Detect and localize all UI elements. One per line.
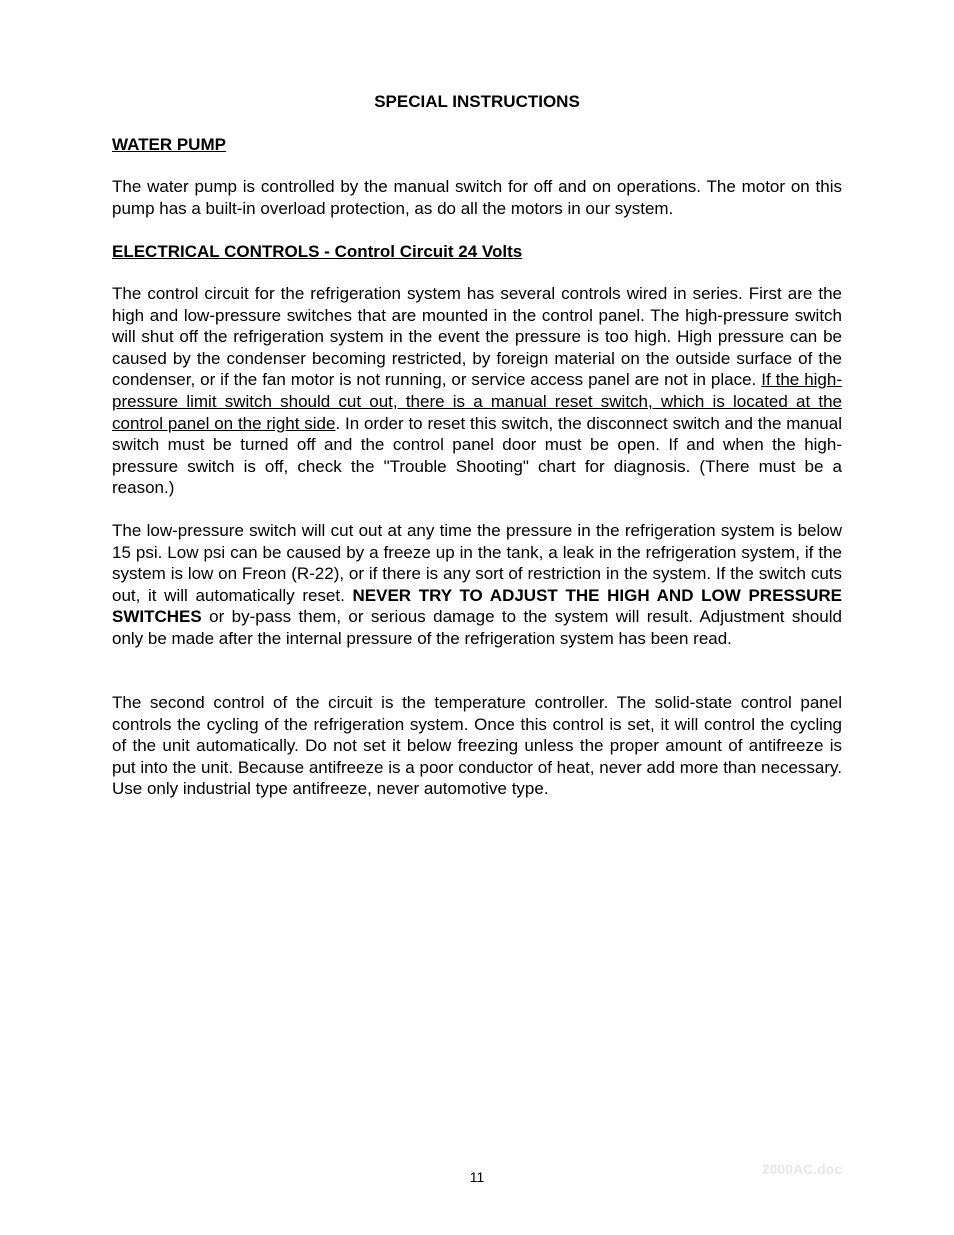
water-pump-paragraph: The water pump is controlled by the manual switch for off and on operations. The motor on this pump has a built-in overload protection, as do all the motors in our system.: [112, 177, 842, 218]
section-heading-electrical-controls: ELECTRICAL CONTROLS - Control Circuit 24 Volts: [112, 242, 523, 261]
document-filename: 2000AC.doc: [761, 1161, 842, 1177]
paragraph-text: . In order to reset this switch, the disconnect switch and the manual switch must be turned off and the control panel door must be open. If and when the high-pressure switch is off, check the "Trouble Shooting" chart for diagnosis. (There must be a reason.): [112, 413, 842, 498]
temperature-controller-paragraph: The second control of the circuit is the temperature controller. The solid-state control panel controls the cycling of the refrigeration system. Once this control is set, it will control the cycling of the unit automatically. Do not set it below freezing unless the proper amount of antifreeze is put into the unit. Because antifreeze is a poor conductor of heat, never add more than necessary. Use only industrial type antifreeze, never automotive type.: [112, 693, 842, 799]
low-pressure-paragraph: [112, 520, 842, 650]
paragraph-text: or by-pass them, or serious damage to the system will result. Adjustment should only be made after the internal pressure of the refrigeration system has been read.: [112, 607, 842, 648]
paragraph-text: The low-pressure switch will cut out at any time the pressure in the refrigeration system is below 15 psi. Low psi can be caused by a freeze up in the tank, a leak in the refrigeration system, if the system is low on Freon (R-22), or if there is any sort of restriction in the system. If the switch cuts out, it will automatically reset.: [112, 521, 842, 605]
section-heading-water-pump: WATER PUMP: [112, 135, 226, 154]
page-number: 11: [469, 1169, 485, 1185]
reset-switch-underlined-text: If the high-pressure limit switch should cut out, there is a manual reset switch, which is located at the control panel on the right side: [112, 370, 842, 433]
control-circuit-paragraph: [112, 283, 842, 499]
page-title: SPECIAL INSTRUCTIONS: [374, 92, 580, 111]
warning-bold-text: NEVER TRY TO ADJUST THE HIGH AND LOW PRESSURE SWITCHES: [112, 585, 842, 627]
paragraph-text: The control circuit for the refrigeration system has several controls wired in series. First are the high and low-pressure switches that are mounted in the control panel. The high-pressure switch will shut off the refrigeration system in the event the pressure is too high. High pressure can be caused by the condenser becoming restricted, by foreign material on the outside surface of the condenser, or if the fan motor is not running, or service access panel are not in place.: [112, 284, 842, 390]
